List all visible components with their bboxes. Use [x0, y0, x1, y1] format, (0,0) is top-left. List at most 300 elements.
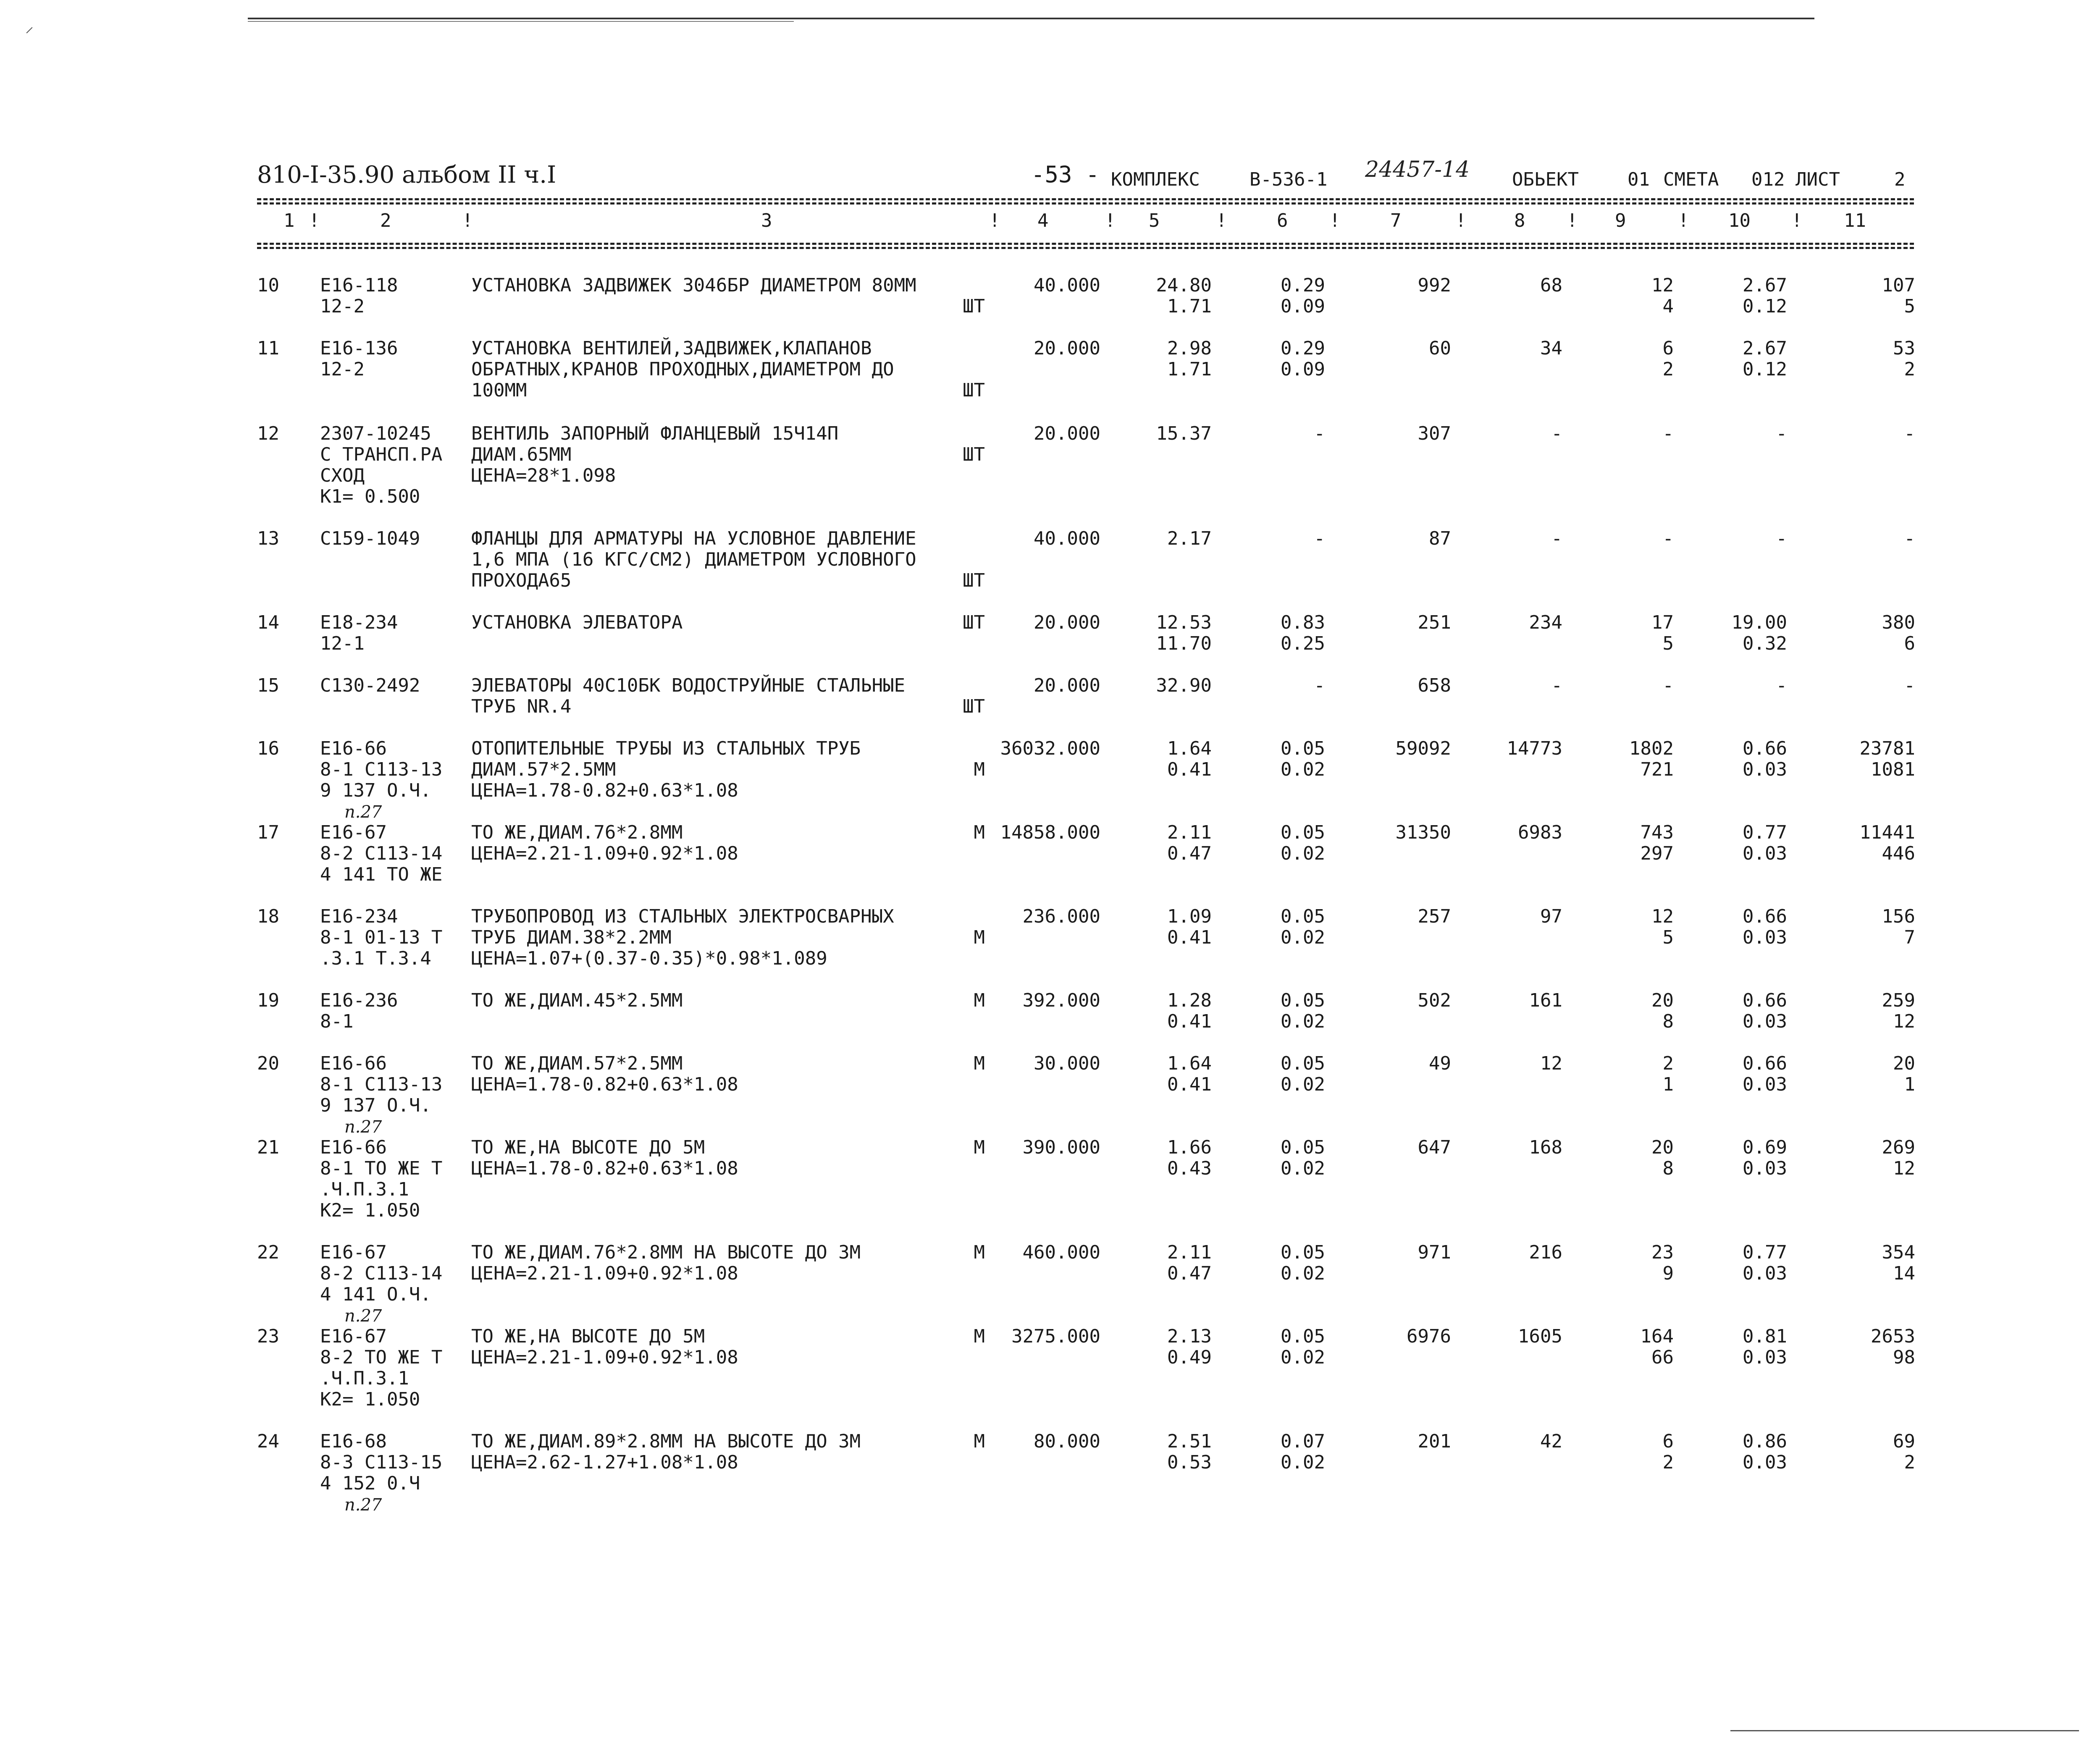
price-code: Е16-68	[320, 1431, 387, 1452]
machine-cost: 5	[1662, 927, 1674, 948]
price-code: С159-1049	[320, 528, 420, 549]
unit-labor-cost: -	[1314, 528, 1325, 549]
total-hours: 12	[1893, 1158, 1915, 1179]
unit-cost: 32.90	[1156, 675, 1212, 696]
total-cost: 992	[1418, 275, 1451, 296]
unit-cost: 0.47	[1167, 843, 1212, 864]
unit-labor-cost: -	[1314, 423, 1325, 444]
unit-labor-cost: 0.07	[1281, 1431, 1325, 1452]
document-header	[0, 157, 2100, 197]
total-hours: 98	[1893, 1347, 1915, 1368]
price-code: 4 141 ТО ЖЕ	[320, 864, 443, 885]
price-code: .3.1 Т.3.4	[320, 948, 431, 969]
unit-labor-cost: 0.05	[1281, 738, 1325, 759]
work-description: ЦЕНА=2.21-1.09+0.92*1.08	[471, 843, 738, 864]
total-hours: 380	[1882, 612, 1915, 633]
unit-labor-cost: 0.05	[1281, 822, 1325, 843]
bottom-rule	[1730, 1730, 2079, 1731]
work-description: ТРУБ NR.4	[471, 696, 572, 717]
unit-cost: 1.09	[1167, 906, 1212, 927]
row-number: 24	[257, 1431, 279, 1452]
unit-labor-cost: 0.05	[1281, 1053, 1325, 1074]
price-code: 2307-10245	[320, 423, 431, 444]
total-cost: 31350	[1395, 822, 1451, 843]
total-cost: 60	[1429, 338, 1451, 359]
work-description: ТО ЖЕ,ДИАМ.89*2.8ММ НА ВЫСОТЕ ДО 3М	[471, 1431, 861, 1452]
work-description: ТО ЖЕ,ДИАМ.45*2.5ММ	[471, 990, 683, 1011]
unit-cost: 0.47	[1167, 1263, 1212, 1284]
unit-hours: 0.69	[1743, 1137, 1787, 1158]
work-description: ЦЕНА=2.21-1.09+0.92*1.08	[471, 1347, 738, 1368]
quantity: 30.000	[1034, 1053, 1100, 1074]
unit-labor-cost: 0.05	[1281, 990, 1325, 1011]
unit-labor-cost: 0.02	[1281, 1452, 1325, 1473]
quantity: 40.000	[1034, 528, 1100, 549]
column-divider: !	[1791, 210, 1803, 231]
unit-hours: 2.67	[1743, 275, 1787, 296]
unit-hours: 0.77	[1743, 822, 1787, 843]
quantity: 36032.000	[1000, 738, 1100, 759]
total-labor-cost: 68	[1540, 275, 1562, 296]
unit-hours: 0.32	[1743, 633, 1787, 654]
total-hours: 259	[1882, 990, 1915, 1011]
machine-cost: 17	[1651, 612, 1674, 633]
quantity: 20.000	[1034, 675, 1100, 696]
object-number: 01	[1628, 169, 1650, 190]
machine-cost: 6	[1662, 1431, 1674, 1452]
unit-cost: 0.41	[1167, 1074, 1212, 1095]
work-description: ТО ЖЕ,ДИАМ.57*2.5ММ	[471, 1053, 683, 1074]
total-cost: 87	[1429, 528, 1451, 549]
price-code: Е16-67	[320, 1326, 387, 1347]
unit-cost: 1.71	[1167, 359, 1212, 380]
unit-cost: 12.53	[1156, 612, 1212, 633]
machine-cost: 297	[1640, 843, 1674, 864]
unit-of-measure: М	[974, 1326, 985, 1347]
row-number: 15	[257, 675, 279, 696]
total-labor-cost: 168	[1529, 1137, 1562, 1158]
total-hours: 1	[1904, 1074, 1915, 1095]
unit-cost: 1.64	[1167, 1053, 1212, 1074]
quantity: 236.000	[1022, 906, 1100, 927]
price-code: 8-1 С113-13	[320, 759, 443, 780]
header-rule-top	[257, 198, 1914, 200]
unit-cost: 1.66	[1167, 1137, 1212, 1158]
unit-cost: 0.43	[1167, 1158, 1212, 1179]
sheet-number: 2	[1894, 169, 1906, 190]
row-number: 22	[257, 1242, 279, 1263]
machine-cost: 6	[1662, 338, 1674, 359]
estimate-label: СМЕТА	[1663, 169, 1719, 190]
column-header-9: 9	[1615, 210, 1626, 231]
work-description: ТО ЖЕ,НА ВЫСОТЕ ДО 5М	[471, 1137, 705, 1158]
total-hours: 6	[1904, 633, 1915, 654]
row-number: 18	[257, 906, 279, 927]
work-description: ТО ЖЕ,НА ВЫСОТЕ ДО 5М	[471, 1326, 705, 1347]
machine-cost: 5	[1662, 633, 1674, 654]
unit-cost: 0.49	[1167, 1347, 1212, 1368]
price-code: Е16-67	[320, 1242, 387, 1263]
page-number: -53 -	[1031, 161, 1100, 188]
total-cost: 201	[1418, 1431, 1451, 1452]
unit-hours: 0.03	[1743, 1347, 1787, 1368]
handwritten-note: п.27	[344, 802, 382, 822]
total-hours: 23781	[1859, 738, 1915, 759]
row-number: 19	[257, 990, 279, 1011]
quantity: 390.000	[1022, 1137, 1100, 1158]
column-divider: !	[1216, 210, 1227, 231]
column-header-5: 5	[1149, 210, 1160, 231]
total-cost: 502	[1418, 990, 1451, 1011]
estimate-number: 012	[1751, 169, 1785, 190]
price-code: С ТРАНСП.РА	[320, 444, 443, 465]
column-header-3: 3	[761, 210, 772, 231]
total-hours: -	[1904, 528, 1915, 549]
machine-cost: 20	[1651, 1137, 1674, 1158]
unit-cost: 15.37	[1156, 423, 1212, 444]
unit-labor-cost: 0.29	[1281, 275, 1325, 296]
price-code: Е18-234	[320, 612, 398, 633]
total-hours: 5	[1904, 296, 1915, 317]
work-description: ЦЕНА=1.07+(0.37-0.35)*0.98*1.089	[471, 948, 827, 969]
top-rule-secondary	[248, 21, 794, 22]
machine-cost: 2	[1662, 359, 1674, 380]
work-description: ТРУБОПРОВОД ИЗ СТАЛЬНЫХ ЭЛЕКТРОСВАРНЫХ	[471, 906, 894, 927]
unit-labor-cost: 0.05	[1281, 1326, 1325, 1347]
unit-of-measure: ШТ	[963, 296, 985, 317]
column-divider: !	[1329, 210, 1341, 231]
corner-mark: ⸍	[25, 24, 34, 43]
price-code: К2= 1.050	[320, 1389, 420, 1410]
unit-cost: 11.70	[1156, 633, 1212, 654]
total-hours: 11441	[1859, 822, 1915, 843]
row-number: 17	[257, 822, 279, 843]
unit-hours: 0.03	[1743, 927, 1787, 948]
total-hours: 354	[1882, 1242, 1915, 1263]
machine-cost: 12	[1651, 906, 1674, 927]
machine-cost: 2	[1662, 1053, 1674, 1074]
machine-cost: 23	[1651, 1242, 1674, 1263]
total-labor-cost: 216	[1529, 1242, 1562, 1263]
unit-hours: 0.12	[1743, 296, 1787, 317]
unit-of-measure: М	[974, 1137, 985, 1158]
total-cost: 307	[1418, 423, 1451, 444]
complex-code: В-536-1	[1250, 169, 1328, 190]
total-hours: -	[1904, 675, 1915, 696]
column-divider: !	[1567, 210, 1578, 231]
unit-of-measure: М	[974, 1053, 985, 1074]
total-labor-cost: 97	[1540, 906, 1562, 927]
price-code: 8-3 С113-15	[320, 1452, 443, 1473]
work-description: ЦЕНА=28*1.098	[471, 465, 616, 486]
unit-cost: 2.98	[1167, 338, 1212, 359]
total-cost: 49	[1429, 1053, 1451, 1074]
machine-cost: 1	[1662, 1074, 1674, 1095]
total-cost: 971	[1418, 1242, 1451, 1263]
complex-label: КОМПЛЕКС	[1111, 169, 1200, 190]
unit-labor-cost: 0.02	[1281, 1011, 1325, 1032]
unit-hours: 0.03	[1743, 1263, 1787, 1284]
total-cost: 647	[1418, 1137, 1451, 1158]
machine-cost: 20	[1651, 990, 1674, 1011]
quantity: 14858.000	[1000, 822, 1100, 843]
price-code: 9 137 О.Ч.	[320, 780, 431, 801]
work-description: ЦЕНА=1.78-0.82+0.63*1.08	[471, 1158, 738, 1179]
unit-labor-cost: 0.05	[1281, 1137, 1325, 1158]
row-number: 13	[257, 528, 279, 549]
total-labor-cost: 1605	[1518, 1326, 1562, 1347]
unit-labor-cost: 0.02	[1281, 1263, 1325, 1284]
unit-hours: 0.66	[1743, 738, 1787, 759]
work-description: ЦЕНА=2.21-1.09+0.92*1.08	[471, 1263, 738, 1284]
unit-of-measure: ШТ	[963, 380, 985, 401]
unit-of-measure: ШТ	[963, 612, 985, 633]
price-code: Е16-136	[320, 338, 398, 359]
total-hours: 14	[1893, 1263, 1915, 1284]
total-hours: 53	[1893, 338, 1915, 359]
unit-hours: 0.03	[1743, 1011, 1787, 1032]
price-code: 12-2	[320, 359, 365, 380]
price-code: 4 152 0.Ч	[320, 1473, 420, 1494]
column-header-11: 11	[1844, 210, 1866, 231]
handwritten-code: 24457-14	[1365, 157, 1470, 182]
machine-cost: 12	[1651, 275, 1674, 296]
column-divider: !	[1678, 210, 1689, 231]
column-header-6: 6	[1277, 210, 1288, 231]
column-header-7: 7	[1390, 210, 1402, 231]
handwritten-note: п.27	[344, 1306, 382, 1326]
unit-labor-cost: 0.83	[1281, 612, 1325, 633]
total-labor-cost: -	[1551, 675, 1562, 696]
row-number: 10	[257, 275, 279, 296]
unit-hours: 0.81	[1743, 1326, 1787, 1347]
unit-of-measure: М	[974, 1242, 985, 1263]
work-description: 100ММ	[471, 380, 527, 401]
work-description: ФЛАНЦЫ ДЛЯ АРМАТУРЫ НА УСЛОВНОЕ ДАВЛЕНИЕ	[471, 528, 916, 549]
total-labor-cost: 34	[1540, 338, 1562, 359]
unit-hours: 0.12	[1743, 359, 1787, 380]
unit-hours: 0.03	[1743, 1452, 1787, 1473]
machine-cost: -	[1662, 675, 1674, 696]
column-divider: !	[1105, 210, 1116, 231]
unit-hours: -	[1776, 528, 1787, 549]
unit-of-measure: ШТ	[963, 696, 985, 717]
total-cost: 6976	[1407, 1326, 1451, 1347]
total-hours: 107	[1882, 275, 1915, 296]
machine-cost: 4	[1662, 296, 1674, 317]
quantity: 20.000	[1034, 612, 1100, 633]
unit-hours: 2.67	[1743, 338, 1787, 359]
unit-hours: 0.86	[1743, 1431, 1787, 1452]
unit-hours: -	[1776, 423, 1787, 444]
unit-hours: 0.03	[1743, 843, 1787, 864]
total-cost: 257	[1418, 906, 1451, 927]
unit-labor-cost: 0.02	[1281, 1158, 1325, 1179]
unit-cost: 0.41	[1167, 927, 1212, 948]
machine-cost: 743	[1640, 822, 1674, 843]
machine-cost: 2	[1662, 1452, 1674, 1473]
quantity: 20.000	[1034, 423, 1100, 444]
total-hours: 7	[1904, 927, 1915, 948]
unit-labor-cost: 0.05	[1281, 1242, 1325, 1263]
column-divider: !	[989, 210, 1000, 231]
object-label: ОБЬЕКТ	[1512, 169, 1579, 190]
total-labor-cost: 12	[1540, 1053, 1562, 1074]
total-labor-cost: 14773	[1507, 738, 1562, 759]
column-header-1: 1	[284, 210, 295, 231]
total-hours: 446	[1882, 843, 1915, 864]
column-divider: !	[1455, 210, 1467, 231]
machine-cost: 8	[1662, 1011, 1674, 1032]
column-header-8: 8	[1514, 210, 1525, 231]
total-hours: 156	[1882, 906, 1915, 927]
machine-cost: -	[1662, 528, 1674, 549]
unit-of-measure: М	[974, 990, 985, 1011]
total-cost: 59092	[1395, 738, 1451, 759]
unit-hours: 0.66	[1743, 990, 1787, 1011]
unit-of-measure: М	[974, 759, 985, 780]
price-code: С130-2492	[320, 675, 420, 696]
total-cost: 658	[1418, 675, 1451, 696]
price-code: 8-1 01-13 Т	[320, 927, 443, 948]
price-code: 12-1	[320, 633, 365, 654]
machine-cost: 66	[1651, 1347, 1674, 1368]
price-code: 8-1 ТО ЖЕ Т	[320, 1158, 443, 1179]
machine-cost: 721	[1640, 759, 1674, 780]
unit-labor-cost: 0.09	[1281, 296, 1325, 317]
total-labor-cost: 234	[1529, 612, 1562, 633]
price-code: К2= 1.050	[320, 1200, 420, 1221]
work-description: ДИАМ.57*2.5ММ	[471, 759, 616, 780]
work-description: ОБРАТНЫХ,КРАНОВ ПРОХОДНЫХ,ДИАМЕТРОМ ДО	[471, 359, 894, 380]
total-hours: 1081	[1871, 759, 1915, 780]
work-description: ТО ЖЕ,ДИАМ.76*2.8ММ НА ВЫСОТЕ ДО 3М	[471, 1242, 861, 1263]
total-hours: 269	[1882, 1137, 1915, 1158]
work-description: ДИАМ.65ММ	[471, 444, 572, 465]
total-hours: 2	[1904, 1452, 1915, 1473]
machine-cost: 8	[1662, 1158, 1674, 1179]
work-description: ЦЕНА=2.62-1.27+1.08*1.08	[471, 1452, 738, 1473]
price-code: К1= 0.500	[320, 486, 420, 507]
handwritten-note: п.27	[344, 1117, 382, 1137]
header-rule-bottom-2	[257, 247, 1914, 249]
unit-labor-cost: 0.02	[1281, 759, 1325, 780]
unit-of-measure: М	[974, 1431, 985, 1452]
machine-cost: -	[1662, 423, 1674, 444]
unit-labor-cost: 0.29	[1281, 338, 1325, 359]
row-number: 12	[257, 423, 279, 444]
price-code: 9 137 О.Ч.	[320, 1095, 431, 1116]
price-code: 8-1 С113-13	[320, 1074, 443, 1095]
unit-cost: 1.64	[1167, 738, 1212, 759]
total-labor-cost: 161	[1529, 990, 1562, 1011]
row-number: 21	[257, 1137, 279, 1158]
price-code: Е16-66	[320, 1137, 387, 1158]
unit-labor-cost: -	[1314, 675, 1325, 696]
column-header-2: 2	[380, 210, 391, 231]
price-code: Е16-234	[320, 906, 398, 927]
quantity: 80.000	[1034, 1431, 1100, 1452]
total-hours: 20	[1893, 1053, 1915, 1074]
total-hours: -	[1904, 423, 1915, 444]
unit-hours: 0.66	[1743, 1053, 1787, 1074]
total-labor-cost: -	[1551, 528, 1562, 549]
quantity: 40.000	[1034, 275, 1100, 296]
unit-hours: 0.66	[1743, 906, 1787, 927]
unit-cost: 0.41	[1167, 1011, 1212, 1032]
unit-cost: 2.51	[1167, 1431, 1212, 1452]
unit-cost: 2.13	[1167, 1326, 1212, 1347]
total-labor-cost: -	[1551, 423, 1562, 444]
work-description: ЦЕНА=1.78-0.82+0.63*1.08	[471, 780, 738, 801]
column-divider: !	[309, 210, 320, 231]
price-code: .Ч.П.3.1	[320, 1368, 409, 1389]
total-hours: 12	[1893, 1011, 1915, 1032]
quantity: 392.000	[1022, 990, 1100, 1011]
machine-cost: 1802	[1629, 738, 1674, 759]
row-number: 16	[257, 738, 279, 759]
unit-cost: 2.11	[1167, 822, 1212, 843]
row-number: 14	[257, 612, 279, 633]
unit-labor-cost: 0.05	[1281, 906, 1325, 927]
unit-labor-cost: 0.02	[1281, 1074, 1325, 1095]
unit-hours: 0.03	[1743, 1074, 1787, 1095]
unit-hours: -	[1776, 675, 1787, 696]
unit-cost: 0.53	[1167, 1452, 1212, 1473]
row-number: 23	[257, 1326, 279, 1347]
work-description: ТО ЖЕ,ДИАМ.76*2.8ММ	[471, 822, 683, 843]
price-code: 12-2	[320, 296, 365, 317]
unit-hours: 19.00	[1731, 612, 1787, 633]
quantity: 20.000	[1034, 338, 1100, 359]
unit-labor-cost: 0.02	[1281, 1347, 1325, 1368]
row-number: 11	[257, 338, 279, 359]
unit-labor-cost: 0.02	[1281, 843, 1325, 864]
total-hours: 2	[1904, 359, 1915, 380]
unit-labor-cost: 0.02	[1281, 927, 1325, 948]
row-number: 20	[257, 1053, 279, 1074]
work-description: ЦЕНА=1.78-0.82+0.63*1.08	[471, 1074, 738, 1095]
work-description: 1,6 МПА (16 КГС/СМ2) ДИАМЕТРОМ УСЛОВНОГО	[471, 549, 916, 570]
price-code: СХОД	[320, 465, 365, 486]
header-rule-top-2	[257, 202, 1914, 205]
work-description: ТРУБ ДИАМ.38*2.2ММ	[471, 927, 672, 948]
unit-hours: 0.03	[1743, 1158, 1787, 1179]
price-code: Е16-66	[320, 738, 387, 759]
total-hours: 69	[1893, 1431, 1915, 1452]
unit-hours: 0.03	[1743, 759, 1787, 780]
top-rule	[248, 18, 1814, 19]
unit-cost: 2.11	[1167, 1242, 1212, 1263]
work-description: УСТАНОВКА ВЕНТИЛЕЙ,ЗАДВИЖЕК,КЛАПАНОВ	[471, 338, 872, 359]
sheet-label: ЛИСТ	[1796, 169, 1840, 190]
price-code: 8-2 С113-14	[320, 843, 443, 864]
unit-cost: 0.41	[1167, 759, 1212, 780]
price-code: 8-1	[320, 1011, 354, 1032]
column-header-10: 10	[1728, 210, 1751, 231]
unit-hours: 0.77	[1743, 1242, 1787, 1263]
unit-cost: 24.80	[1156, 275, 1212, 296]
unit-labor-cost: 0.09	[1281, 359, 1325, 380]
price-code: Е16-236	[320, 990, 398, 1011]
unit-cost: 1.71	[1167, 296, 1212, 317]
machine-cost: 164	[1640, 1326, 1674, 1347]
unit-cost: 2.17	[1167, 528, 1212, 549]
unit-of-measure: ШТ	[963, 570, 985, 591]
price-code: 8-2 С113-14	[320, 1263, 443, 1284]
unit-labor-cost: 0.25	[1281, 633, 1325, 654]
machine-cost: 9	[1662, 1263, 1674, 1284]
